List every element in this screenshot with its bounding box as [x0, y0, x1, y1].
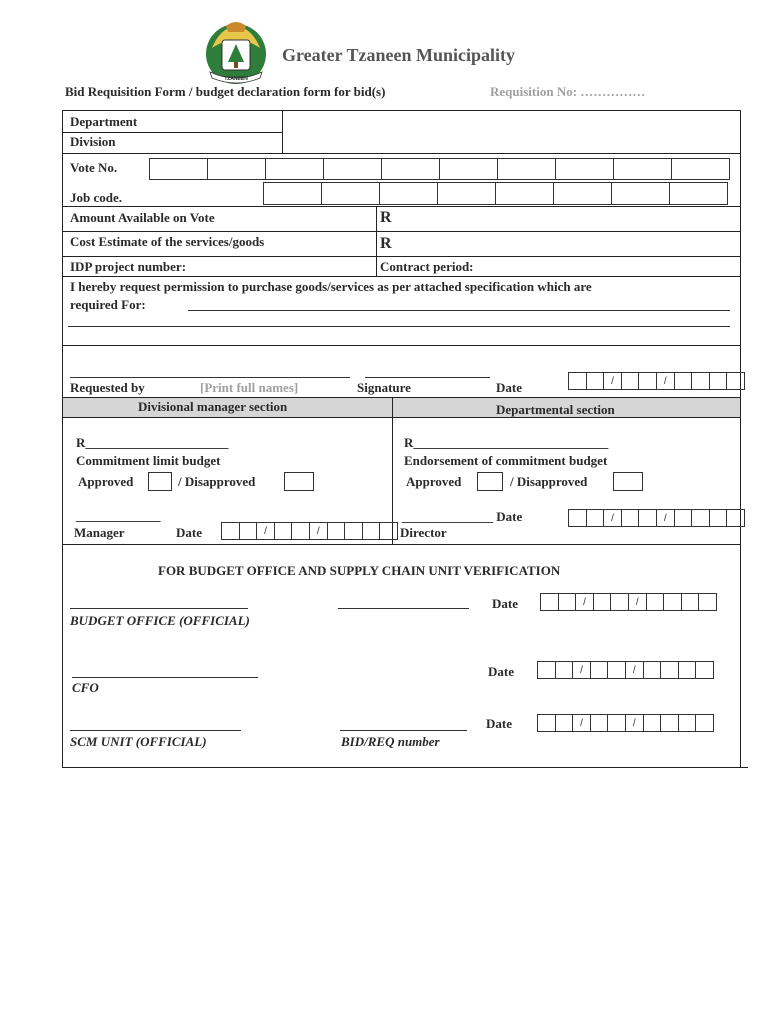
manager-date-boxes[interactable]: [221, 522, 397, 540]
signature-input[interactable]: [365, 377, 490, 378]
cfo-signature-line[interactable]: [72, 677, 258, 678]
date-digit-box[interactable]: [586, 372, 605, 390]
date-digit-box[interactable]: [568, 509, 587, 527]
scm-signature-line[interactable]: [70, 730, 241, 731]
manager-signature-line[interactable]: _____________: [76, 508, 161, 523]
date-digit-box[interactable]: [537, 714, 556, 732]
director-label: Director: [400, 525, 447, 540]
date-digit-box[interactable]: [309, 522, 328, 540]
signature-label: Signature: [357, 380, 411, 395]
verification-heading: FOR BUDGET OFFICE AND SUPPLY CHAIN UNIT VERIFICATION: [158, 563, 561, 578]
dept-approved-checkbox[interactable]: [477, 472, 503, 491]
date-digit-box[interactable]: [678, 661, 697, 679]
date-digit-box[interactable]: [674, 372, 693, 390]
date-digit-box[interactable]: [726, 372, 745, 390]
div-disapproved-label: / Disapproved: [178, 474, 256, 489]
date-digit-box[interactable]: [586, 509, 605, 527]
div-approved-label: Approved: [78, 474, 134, 489]
date-digit-box[interactable]: [643, 714, 662, 732]
commitment-limit-label: Commitment limit budget: [76, 453, 221, 468]
date-digit-box[interactable]: [663, 593, 682, 611]
director-date-line[interactable]: ______________ Date: [402, 509, 523, 524]
vote-no-label: Vote No.: [70, 160, 118, 175]
date-digit-box[interactable]: [558, 593, 577, 611]
date-digit-box[interactable]: [656, 509, 675, 527]
contract-period-label: Contract period:: [380, 259, 474, 274]
date-digit-box[interactable]: [674, 509, 693, 527]
date-digit-box[interactable]: [590, 714, 609, 732]
date-digit-box[interactable]: [656, 372, 675, 390]
date-digit-box[interactable]: [603, 509, 622, 527]
date-digit-box[interactable]: [362, 522, 381, 540]
director-date-boxes[interactable]: [568, 509, 744, 527]
date-digit-box[interactable]: [643, 661, 662, 679]
cfo-date-boxes[interactable]: [537, 661, 713, 679]
endorsement-label: Endorsement of commitment budget: [404, 453, 608, 468]
date-digit-box[interactable]: [660, 714, 679, 732]
date-digit-box[interactable]: [695, 714, 714, 732]
cfo-label: CFO: [72, 680, 99, 695]
date-digit-box[interactable]: [607, 714, 626, 732]
date-digit-box[interactable]: [625, 714, 644, 732]
amount-currency: R: [380, 209, 392, 226]
date-digit-box[interactable]: [555, 714, 574, 732]
date-digit-box[interactable]: [621, 509, 640, 527]
date-digit-box[interactable]: [681, 593, 700, 611]
date-separator: /: [663, 512, 667, 524]
org-name: Greater Tzaneen Municipality: [282, 45, 515, 65]
date-digit-box[interactable]: [572, 714, 591, 732]
dept-approved-label: Approved: [406, 474, 462, 489]
date-digit-box[interactable]: [379, 522, 398, 540]
date-digit-box[interactable]: [691, 509, 710, 527]
date-digit-box[interactable]: [239, 522, 258, 540]
date-separator: /: [264, 525, 267, 537]
date-digit-box[interactable]: [709, 509, 728, 527]
amount-available-input[interactable]: [377, 207, 740, 231]
cfo-date-label: Date: [488, 664, 514, 679]
date-digit-box[interactable]: [709, 372, 728, 390]
date-digit-box[interactable]: [638, 509, 657, 527]
manager-label: Manager: [74, 525, 125, 540]
required-for-label: required For:: [70, 297, 146, 312]
job-code-boxes[interactable]: [263, 182, 727, 205]
date-separator: /: [635, 596, 639, 608]
date-digit-box[interactable]: [590, 661, 609, 679]
department-input[interactable]: [283, 111, 739, 132]
date-separator: /: [663, 375, 667, 387]
print-name-input[interactable]: [70, 377, 350, 378]
divisional-section-heading: Divisional manager section: [138, 399, 288, 414]
required-for-input[interactable]: [188, 310, 730, 311]
date-separator: /: [632, 664, 636, 676]
date-separator: /: [316, 525, 320, 537]
amount-available-label: Amount Available on Vote: [70, 210, 215, 225]
date-digit-box[interactable]: [660, 661, 679, 679]
date-digit-box[interactable]: [221, 522, 240, 540]
print-full-names-hint: [Print full names]: [200, 380, 299, 395]
date-digit-box[interactable]: [344, 522, 363, 540]
dept-disapproved-checkbox[interactable]: [613, 472, 643, 491]
budget-office-date-label: Date: [492, 596, 518, 611]
date-digit-box[interactable]: [575, 593, 594, 611]
vote-no-boxes[interactable]: [149, 158, 729, 180]
requested-by-label: Requested by: [70, 380, 145, 395]
budget-office-label: BUDGET OFFICE (OFFICIAL): [70, 613, 250, 628]
date-separator: /: [583, 596, 586, 608]
date-digit-box[interactable]: [537, 661, 556, 679]
date-digit-box[interactable]: [628, 593, 647, 611]
request-statement: I hereby request permission to purchase goods/services as per attached specification which are: [70, 279, 592, 294]
bid-req-label: BID/REQ number: [341, 734, 440, 749]
budget-office-date-boxes[interactable]: [540, 593, 716, 611]
date-digit-box[interactable]: [698, 593, 717, 611]
cost-currency: R: [380, 235, 392, 252]
bid-req-number-line[interactable]: [340, 730, 467, 731]
request-date-boxes[interactable]: [568, 372, 744, 390]
requisition-no[interactable]: Requisition No: ……………: [490, 84, 646, 99]
scm-date-label: Date: [486, 716, 512, 731]
date-digit-box[interactable]: [625, 661, 644, 679]
scm-unit-label: SCM UNIT (OFFICIAL): [70, 734, 207, 749]
scm-date-boxes[interactable]: [537, 714, 713, 732]
date-digit-box[interactable]: [540, 593, 559, 611]
date-digit-box[interactable]: [691, 372, 710, 390]
date-digit-box[interactable]: [603, 372, 622, 390]
date-digit-box[interactable]: [610, 593, 629, 611]
commitment-amount[interactable]: R______________________: [76, 435, 229, 450]
div-disapproved-checkbox[interactable]: [284, 472, 314, 491]
date-digit-box[interactable]: [621, 372, 640, 390]
idp-project-label: IDP project number:: [70, 259, 187, 274]
division-label: Division: [70, 134, 116, 149]
municipal-crest-icon: [200, 18, 272, 88]
budget-office-second-line[interactable]: [338, 608, 469, 609]
date-digit-box[interactable]: [256, 522, 275, 540]
budget-office-signature-line[interactable]: [70, 608, 248, 609]
request-date-label: Date: [496, 380, 522, 395]
date-separator: /: [580, 717, 583, 729]
department-label: Department: [70, 114, 138, 129]
date-digit-box[interactable]: [572, 661, 591, 679]
date-digit-box[interactable]: [568, 372, 587, 390]
job-code-label: Job code.: [70, 190, 122, 205]
cost-estimate-input[interactable]: [377, 232, 740, 256]
date-digit-box[interactable]: [678, 714, 697, 732]
date-separator: /: [580, 664, 583, 676]
date-digit-box[interactable]: [695, 661, 714, 679]
svg-text:TZANEEN: TZANEEN: [224, 76, 248, 82]
endorsement-amount[interactable]: R______________________________: [404, 435, 609, 450]
date-digit-box[interactable]: [274, 522, 293, 540]
dept-disapproved-label: / Disapproved: [510, 474, 588, 489]
date-digit-box[interactable]: [726, 509, 745, 527]
date-digit-box[interactable]: [291, 522, 310, 540]
div-approved-checkbox[interactable]: [148, 472, 172, 491]
manager-date-label: Date: [176, 525, 202, 540]
departmental-section-heading: Departmental section: [496, 402, 615, 417]
date-digit-box[interactable]: [555, 661, 574, 679]
cost-estimate-label: Cost Estimate of the services/goods: [70, 234, 265, 249]
date-separator: /: [632, 717, 636, 729]
form-title: Bid Requisition Form / budget declaration form for bid(s): [65, 84, 386, 99]
date-digit-box[interactable]: [646, 593, 665, 611]
date-digit-box[interactable]: [327, 522, 346, 540]
date-digit-box[interactable]: [607, 661, 626, 679]
date-separator: /: [611, 512, 614, 524]
date-digit-box[interactable]: [638, 372, 657, 390]
date-digit-box[interactable]: [593, 593, 612, 611]
date-separator: /: [611, 375, 614, 387]
division-input[interactable]: [283, 132, 739, 153]
